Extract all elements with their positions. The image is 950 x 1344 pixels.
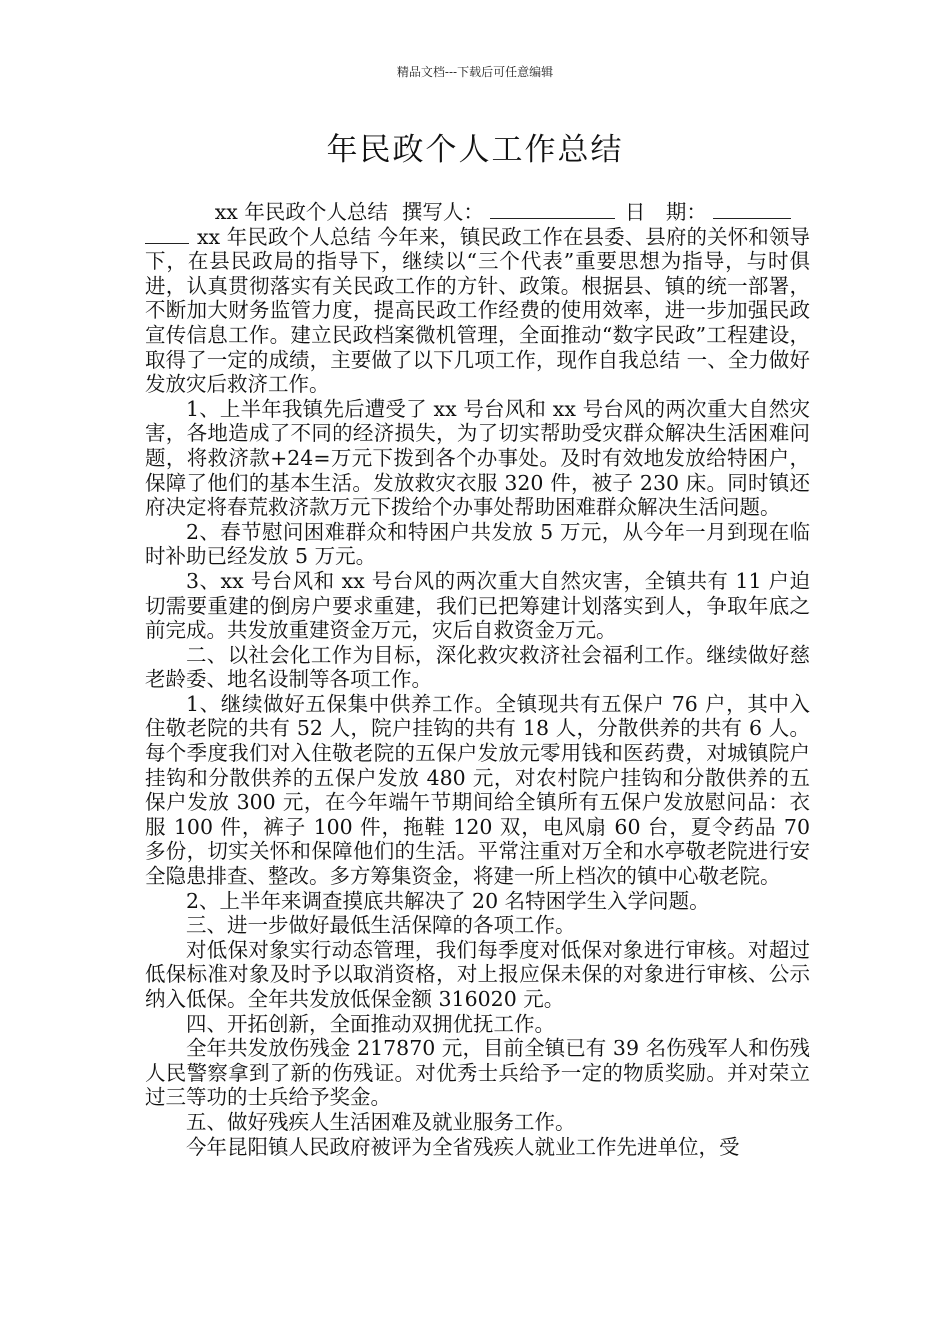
intro-paragraph — [145, 225, 810, 397]
intro-text: xx 年民政个人总结 今年来，镇民政工作在县委、县府的关怀和领导下，在县民政局的指导下，继续以“三个代表”重要思想为指导，与时俱进，认真贯彻落实有关民政工作的方针、政策。根据县、镇的统一部署，不断加大财务监管力度，提高民政工作经费的使用效率，进一步加强民政宣传信息工作。建立民政档案微机管理，全面推动“数字民政”工程建设，取得了一定的成绩，主要做了以下几项工作，现作自我总结 一、全力做好发放灾后救济工作。 — [145, 224, 810, 397]
author-blank — [490, 200, 615, 219]
body-paragraph: 1、上半年我镇先后遭受了 xx 号台风和 xx 号台风的两次重大自然灾害，各地造成了不同的经济损失，为了切实帮助受灾群众解决生活困难问题，将救济款+24=万元下拨到各个办事处。及时有效地发放给特困户，保障了他们的基本生活。发放救灾衣服 320 件，被子 230 床。同时镇还府决定将春荒救济款万元下拨给个办事处帮助困难群众解决生活问题。 — [145, 396, 810, 520]
section-heading: 三、进一步做好最低生活保障的各项工作。 — [186, 913, 576, 938]
section-heading: 五、做好残疾人生活困难及就业服务工作。 — [186, 1109, 576, 1134]
date-blank-continued — [145, 225, 189, 244]
body-paragraph: 2、上半年来调查摸底共解决了 20 名特困学生入学问题。 — [186, 888, 710, 913]
summary-label: xx 年民政个人总结 — [214, 200, 388, 224]
body-paragraph: 对低保对象实行动态管理，我们每季度对低保对象进行审核。对超过低保标准对象及时予以取消资格，对上报应保未保的对象进行审核、公示纳入低保。全年共发放低保金额 316020 元。 — [145, 937, 810, 1011]
date-label: 日 期： — [624, 200, 707, 224]
author-label: 撰写人： — [401, 200, 484, 224]
section-heading: 四、开拓创新，全面推动双拥优抚工作。 — [186, 1011, 555, 1036]
body-paragraph: 2、春节慰问困难群众和特困户共发放 5 万元，从今年一月到现在临时补助已经发放 5 万元。 — [145, 519, 810, 569]
page-header-note: 精品文档---下载后可任意编辑 — [396, 65, 554, 79]
body-paragraph: 全年共发放伤残金 217870 元，目前全镇已有 39 名伤残军人和伤残人民警察拿到了新的伤残证。对优秀士兵给予一定的物质奖励。并对荣立过三等功的士兵给予奖金。 — [145, 1036, 810, 1110]
date-blank — [713, 200, 791, 219]
body-paragraph: 1、继续做好五保集中供养工作。全镇现共有五保户 76 户，其中入住敬老院的共有 52 人，院户挂钩的共有 18 人，分散供养的共有 6 人。每个季度我们对入住敬老院的五保户发放元零用钱和医药费，对城镇院户挂钩和分散供养的五保户发放 480 元，对农村院户挂钩和分散供养的五保户发放 300 元，在今年端午节期间给全镇所有五保户发放慰问品：衣服 100 件，裤子 100 件，拖鞋 120 双，电风扇 60 台，夏令药品 70 多份，切实关怀和保障他们的生活。平常注重对万全和水亭敬老院进行安全隐患排查、整改。多方筹集资金，将建一所上档次的镇中心敬老院。 — [145, 691, 810, 889]
document-body — [145, 200, 810, 1159]
body-paragraph: 3、xx 号台风和 xx 号台风的两次重大自然灾害，全镇共有 11 户迫切需要重建的倒房户要求重建，我们已把筹建计划落实到人，争取年底之前完成。共发放重建资金万元，灾后自救资金万元。 — [145, 568, 810, 643]
section-heading: 二、以社会化工作为目标，深化救灾救济社会福利工作。继续做好慈老龄委、地名设制等各项工作。 — [145, 642, 810, 692]
meta-line — [145, 200, 810, 225]
body-paragraph: 今年昆阳镇人民政府被评为全省残疾人就业工作先进单位，受 — [186, 1134, 740, 1159]
document-title: 年民政个人工作总结 — [326, 132, 624, 168]
